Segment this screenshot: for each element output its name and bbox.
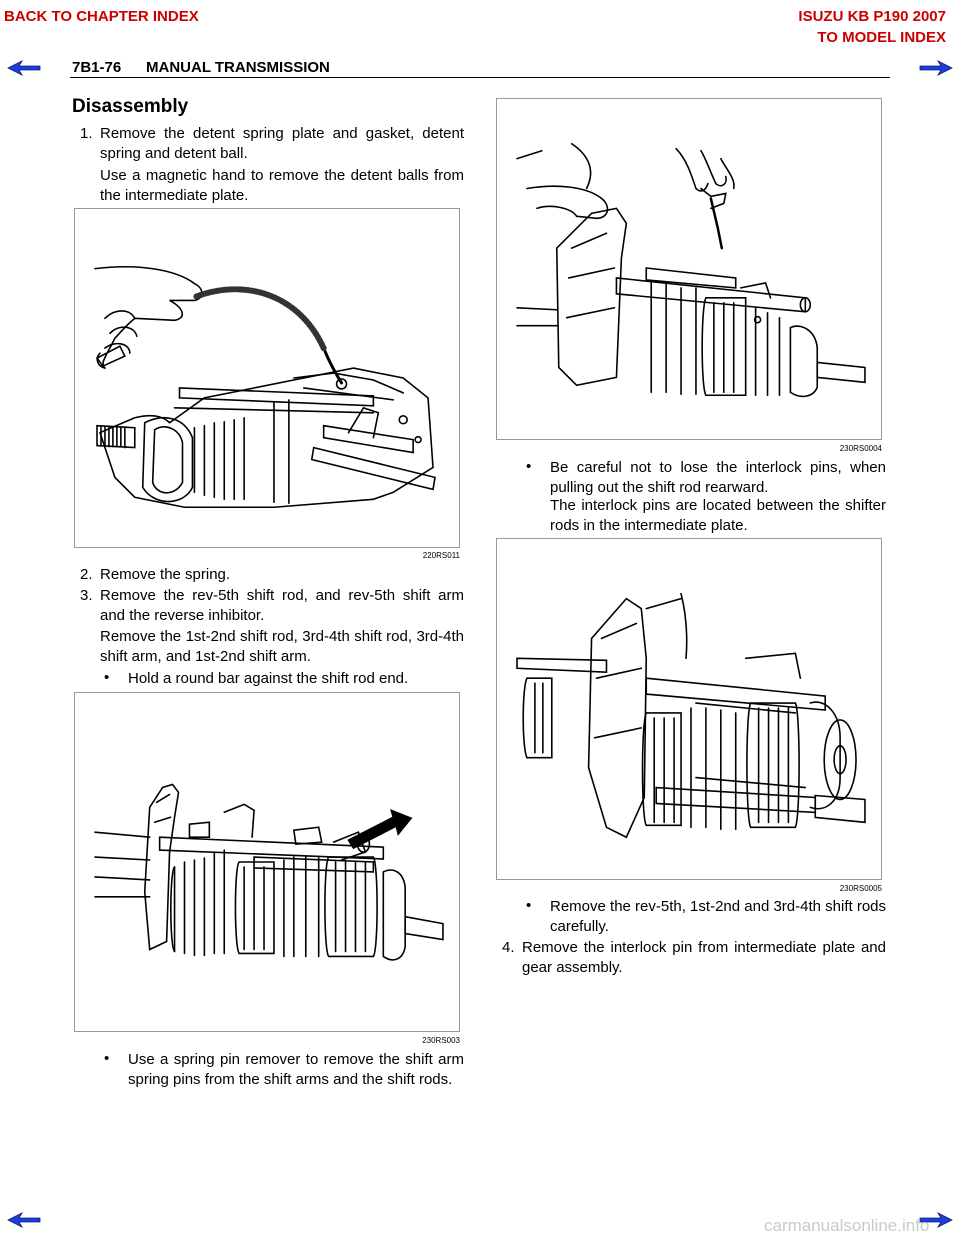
watermark: carmanualsonline.info [764, 1216, 930, 1235]
figure-shift-rods-removal [496, 538, 882, 880]
prev-page-arrow-bottom-icon[interactable] [6, 1212, 42, 1228]
header-rule [70, 77, 890, 78]
step-1-note: Use a magnetic hand to remove the detent balls from the intermediate plate. [100, 167, 464, 204]
step-1-number: 1. [80, 125, 93, 142]
bullet-3-glyph: • [526, 458, 532, 475]
section-title: MANUAL TRANSMISSION [146, 59, 330, 76]
prev-page-arrow-icon[interactable] [6, 60, 42, 76]
figure-3-caption: 230RS0004 [839, 444, 882, 453]
section-heading: Disassembly [72, 96, 189, 117]
back-to-chapter-index-link[interactable]: BACK TO CHAPTER INDEX [4, 8, 199, 25]
bullet-2-glyph: • [104, 1050, 110, 1067]
step-3-note: Remove the 1st-2nd shift rod, 3rd-4th shift rod, 3rd-4th shift arm, and 1st-2nd shift arm. [100, 628, 464, 665]
bullet-4-text: Remove the rev-5th, 1st-2nd and 3rd-4th shift rods carefully. [550, 898, 887, 935]
step-2-number: 2. [80, 566, 93, 583]
figure-interlock-pins-removal [496, 98, 882, 440]
step-2-text: Remove the spring. [100, 566, 231, 583]
bullet-1-text: Hold a round bar against the shift rod end. [128, 670, 409, 687]
figure-4-caption: 230RS0005 [839, 884, 882, 893]
step-3-number: 3. [80, 587, 93, 604]
to-model-index-link[interactable]: TO MODEL INDEX [817, 29, 946, 46]
step-3-text: Remove the rev-5th shift rod, and rev-5th shift arm and the reverse inhibitor. [100, 587, 464, 624]
bullet-1-glyph: • [104, 669, 110, 686]
page-number: 7B1-76 [72, 59, 122, 76]
next-page-arrow-icon[interactable] [918, 60, 954, 76]
bullet-3-text: Be careful not to lose the interlock pins, when pulling out the shift rod rearward. [550, 459, 886, 496]
figure-1-caption: 220RS011 [422, 551, 460, 560]
figure-round-bar [74, 692, 460, 1032]
bullet-2-text: Use a spring pin remover to remove the shift arm spring pins from the shift arms and the shift rods. [128, 1051, 464, 1088]
bullet-3-note: The interlock pins are located between the shifter rods in the intermediate plate. [550, 497, 886, 534]
bullet-4-glyph: • [526, 897, 532, 914]
step-4-text: Remove the interlock pin from intermediate plate and gear assembly. [522, 939, 886, 976]
model-title-link[interactable]: ISUZU KB P190 2007 [798, 8, 946, 25]
step-1-text: Remove the detent spring plate and gasket, detent spring and detent ball. [100, 125, 464, 162]
figure-2-caption: 230RS003 [422, 1036, 460, 1045]
figure-magnetic-hand [74, 208, 460, 548]
step-4-number: 4. [502, 939, 515, 956]
